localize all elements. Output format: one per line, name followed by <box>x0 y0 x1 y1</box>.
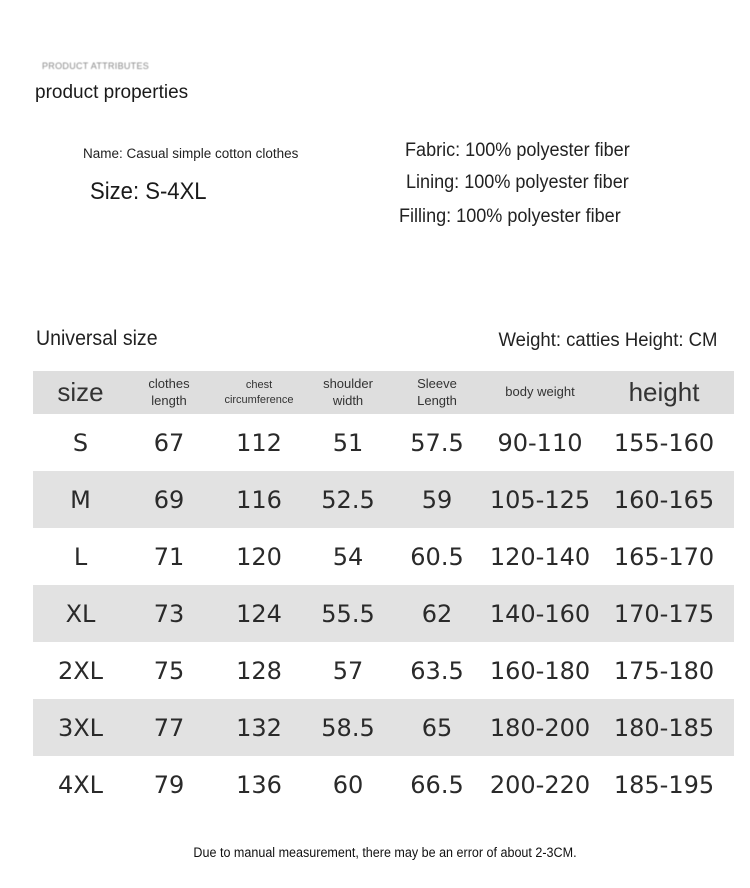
cell-chest: 120 <box>236 542 282 571</box>
cell-shoulder-width: 54 <box>332 542 364 571</box>
cell-clothes-length: 73 <box>128 585 210 642</box>
cell-body-weight: 120-140 <box>489 542 591 571</box>
cell-chest: 112 <box>236 428 282 457</box>
header-sleeve-length <box>388 371 486 414</box>
cell-size: S <box>72 428 89 457</box>
section-caption: PRODUCT ATTRIBUTES <box>42 61 150 71</box>
cell-chest: 132 <box>210 699 308 756</box>
header-label: body weight <box>505 384 575 400</box>
cell-clothes-length: 75 <box>153 656 185 685</box>
header-shoulder-width <box>308 371 388 414</box>
cell-size: 3XL <box>33 699 128 756</box>
table-row <box>33 642 734 699</box>
cell-sleeve-length: 57.5 <box>410 428 464 457</box>
table-row <box>33 471 734 528</box>
cell-chest: 124 <box>210 585 308 642</box>
header-label-line2: width <box>332 392 364 408</box>
fabric-attribute: Fabric: 100% polyester fiber <box>405 140 630 161</box>
header-label-line2: circumference <box>224 393 294 406</box>
size-section-title: Universal size <box>36 327 158 350</box>
cell-shoulder-width: 55.5 <box>308 585 388 642</box>
cell-body-weight: 90-110 <box>497 428 583 457</box>
cell-body-weight: 160-180 <box>489 656 591 685</box>
header-label-line1: chest <box>245 379 273 392</box>
header-height <box>594 371 734 414</box>
cell-chest: 128 <box>236 656 282 685</box>
cell-height: 175-180 <box>613 656 715 685</box>
cell-clothes-length: 77 <box>128 699 210 756</box>
cell-size: XL <box>33 585 128 642</box>
cell-chest: 116 <box>210 471 308 528</box>
cell-height: 180-185 <box>594 699 734 756</box>
cell-height: 155-160 <box>613 428 715 457</box>
cell-body-weight: 200-220 <box>489 770 591 799</box>
cell-sleeve-length: 65 <box>388 699 486 756</box>
cell-shoulder-width: 51 <box>332 428 364 457</box>
cell-height: 160-165 <box>594 471 734 528</box>
cell-size: M <box>33 471 128 528</box>
cell-shoulder-width: 52.5 <box>308 471 388 528</box>
table-header-row <box>33 371 734 414</box>
cell-clothes-length: 79 <box>153 770 185 799</box>
cell-sleeve-length: 63.5 <box>410 656 464 685</box>
header-label-line1: Sleeve <box>417 375 457 391</box>
header-label-line1: clothes <box>148 375 190 391</box>
table-row <box>33 585 734 642</box>
header-label: height <box>628 376 700 407</box>
size-chart-table <box>33 371 734 813</box>
cell-sleeve-length: 59 <box>388 471 486 528</box>
header-chest-circumference <box>210 371 308 414</box>
header-body-weight <box>486 371 594 414</box>
cell-size: L <box>73 542 88 571</box>
cell-clothes-length: 67 <box>153 428 185 457</box>
header-label-line1: shoulder <box>323 375 373 391</box>
units-note: Weight: catties Height: CM <box>498 329 717 351</box>
product-properties-title: product properties <box>35 82 189 103</box>
filling-attribute: Filling: 100% polyester fiber <box>399 206 621 227</box>
cell-clothes-length: 69 <box>128 471 210 528</box>
cell-sleeve-length: 66.5 <box>410 770 464 799</box>
table-row <box>33 414 734 471</box>
cell-size: 2XL <box>57 656 104 685</box>
cell-chest: 136 <box>236 770 282 799</box>
table-row <box>33 756 734 813</box>
cell-body-weight: 105-125 <box>486 471 594 528</box>
measurement-footnote: Due to manual measurement, there may be an error of about 2-3CM. <box>193 845 577 860</box>
cell-sleeve-length: 62 <box>388 585 486 642</box>
cell-clothes-length: 71 <box>153 542 185 571</box>
cell-shoulder-width: 57 <box>332 656 364 685</box>
product-name: Name: Casual simple cotton clothes <box>83 146 299 161</box>
table-row <box>33 528 734 585</box>
header-size <box>33 371 128 414</box>
cell-body-weight: 140-160 <box>486 585 594 642</box>
header-label-line2: Length <box>417 392 457 408</box>
header-size-label: size <box>57 376 104 407</box>
lining-attribute: Lining: 100% polyester fiber <box>406 172 629 193</box>
product-size-range: Size: S-4XL <box>90 178 207 205</box>
cell-height: 185-195 <box>613 770 715 799</box>
cell-height: 165-170 <box>613 542 715 571</box>
cell-shoulder-width: 58.5 <box>308 699 388 756</box>
cell-body-weight: 180-200 <box>486 699 594 756</box>
cell-sleeve-length: 60.5 <box>410 542 464 571</box>
header-label-line2: length <box>151 392 187 408</box>
cell-size: 4XL <box>57 770 104 799</box>
header-clothes-length <box>128 371 210 414</box>
cell-shoulder-width: 60 <box>332 770 364 799</box>
table-row <box>33 699 734 756</box>
cell-height: 170-175 <box>594 585 734 642</box>
